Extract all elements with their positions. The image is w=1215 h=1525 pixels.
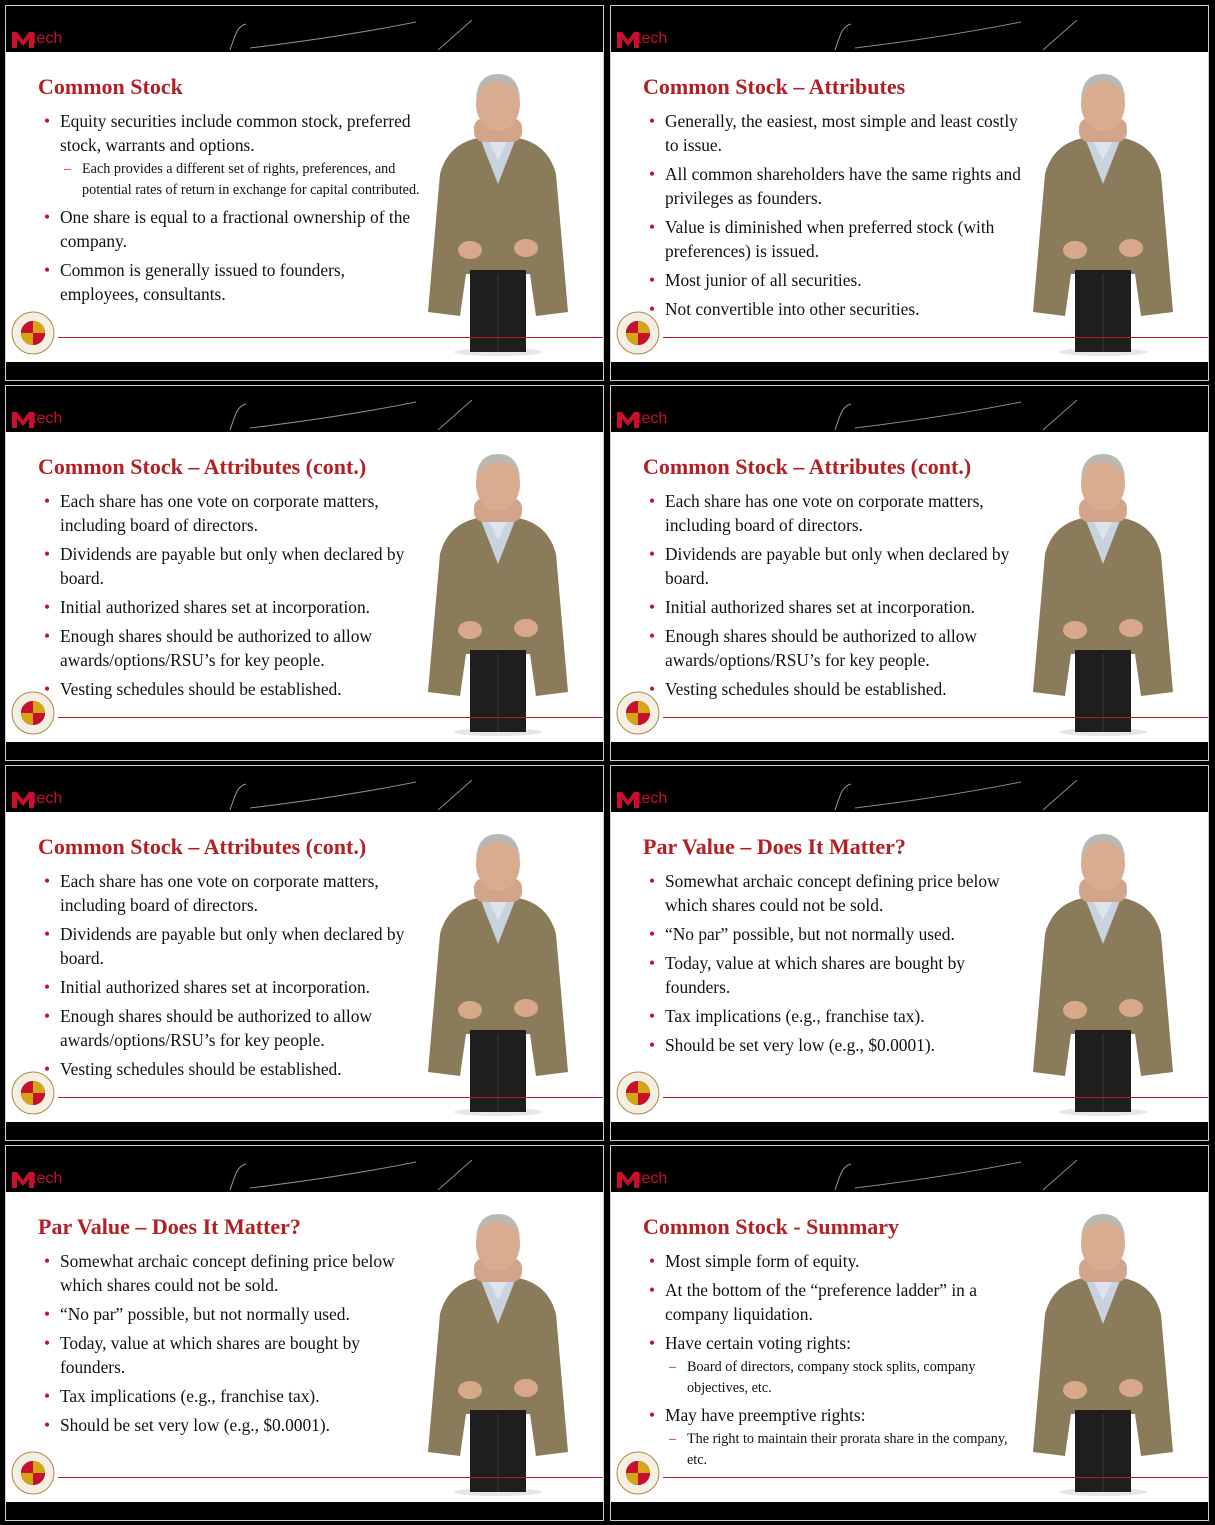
university-seal-icon: [11, 1071, 55, 1115]
presenter-image: [1023, 824, 1183, 1116]
bullet-item: • Generally, the easiest, most simple and least costly to issue.: [649, 109, 1031, 157]
sub-bullet-item: – Board of directors, company stock splits, company objectives, etc.: [649, 1357, 1031, 1398]
slide-body: [611, 812, 1208, 1122]
university-seal-icon: [616, 691, 660, 735]
bullet-item: • Initial authorized shares set at incorporation.: [44, 595, 426, 619]
mtech-m-icon: [12, 1170, 34, 1188]
bullet-item: • Dividends are payable but only when declared by board.: [44, 922, 426, 970]
bullet-list: [649, 869, 1031, 1062]
swoosh-decoration: [831, 20, 1091, 52]
university-seal-icon: [616, 311, 660, 355]
slide-footer-bar: [6, 1122, 603, 1140]
bullet-item: • Should be set very low (e.g., $0.0001).: [44, 1413, 426, 1437]
slide-thumbnail[interactable]: [6, 6, 603, 380]
bullet-item: • Should be set very low (e.g., $0.0001).: [649, 1033, 1031, 1057]
presenter-image: [418, 64, 578, 356]
bullet-item: • Each share has one vote on corporate matters, including board of directors.: [649, 489, 1031, 537]
university-seal-icon: [616, 1071, 660, 1115]
swoosh-decoration: [831, 400, 1091, 432]
red-divider-rule: [663, 1477, 1208, 1478]
bullet-item: • May have preemptive rights:: [649, 1403, 1031, 1427]
swoosh-decoration: [831, 780, 1091, 812]
bullet-item: • At the bottom of the “preference ladder” in a company liquidation.: [649, 1278, 1031, 1326]
slide-footer-bar: [611, 362, 1208, 380]
bullet-item: • Dividends are payable but only when declared by board.: [649, 542, 1031, 590]
red-divider-rule: [58, 717, 603, 718]
bullet-item: • Each share has one vote on corporate matters, including board of directors.: [44, 489, 426, 537]
slide-title: Common Stock: [38, 74, 183, 99]
presenter-image: [418, 824, 578, 1116]
slide-header-bar: [6, 386, 603, 432]
slide-thumbnail[interactable]: [611, 386, 1208, 760]
bullet-item: • Vesting schedules should be established.: [44, 1057, 426, 1081]
mtech-logo: [12, 1168, 62, 1188]
bullet-item: • “No par” possible, but not normally used.: [649, 922, 1031, 946]
university-seal-icon: [11, 311, 55, 355]
slide-thumbnail[interactable]: [611, 1146, 1208, 1520]
red-divider-rule: [663, 337, 1208, 338]
logo-text: tech: [637, 1170, 668, 1187]
slide-title: Common Stock – Attributes (cont.): [38, 454, 367, 479]
red-divider-rule: [58, 1477, 603, 1478]
bullet-item: • Equity securities include common stock, preferred stock, warrants and options.: [44, 109, 426, 157]
slide-footer-bar: [6, 362, 603, 380]
bullet-item: • Common is generally issued to founders, employees, consultants.: [44, 258, 426, 306]
mtech-m-icon: [12, 790, 34, 808]
swoosh-decoration: [226, 400, 486, 432]
mtech-m-icon: [12, 410, 34, 428]
slide-body: [6, 812, 603, 1122]
swoosh-decoration: [226, 20, 486, 52]
slide-footer-bar: [611, 742, 1208, 760]
mtech-m-icon: [617, 30, 639, 48]
bullet-item: • Enough shares should be authorized to allow awards/options/RSU’s for key people.: [44, 624, 426, 672]
bullet-list: [44, 489, 426, 706]
slide-title: Par Value – Does It Matter?: [643, 834, 906, 859]
mtech-logo: [12, 408, 62, 428]
swoosh-decoration: [831, 1160, 1091, 1192]
slide-thumbnail[interactable]: [6, 766, 603, 1140]
bullet-item: • Somewhat archaic concept defining price below which shares could not be sold.: [649, 869, 1031, 917]
bullet-item: • Tax implications (e.g., franchise tax).: [44, 1384, 426, 1408]
slide-header-bar: [611, 386, 1208, 432]
mtech-m-icon: [12, 30, 34, 48]
logo-text: tech: [637, 410, 668, 427]
bullet-item: • Not convertible into other securities.: [649, 297, 1031, 321]
red-divider-rule: [663, 717, 1208, 718]
bullet-item: • Tax implications (e.g., franchise tax).: [649, 1004, 1031, 1028]
slide-footer-bar: [6, 1502, 603, 1520]
mtech-m-icon: [617, 410, 639, 428]
bullet-item: • Each share has one vote on corporate matters, including board of directors.: [44, 869, 426, 917]
logo-text: tech: [637, 790, 668, 807]
slide-thumbnail[interactable]: [611, 766, 1208, 1140]
slide-title: Common Stock – Attributes (cont.): [643, 454, 972, 479]
slide-header-bar: [611, 766, 1208, 812]
slide-body: [6, 1192, 603, 1502]
slide-thumbnail[interactable]: [6, 386, 603, 760]
bullet-item: • One share is equal to a fractional ownership of the company.: [44, 205, 426, 253]
sub-bullet-item: – The right to maintain their prorata share in the company, etc.: [649, 1429, 1031, 1470]
slide-header-bar: [611, 1146, 1208, 1192]
presenter-image: [1023, 64, 1183, 356]
bullet-list: [649, 1249, 1031, 1475]
university-seal-icon: [11, 691, 55, 735]
bullet-list: [44, 1249, 426, 1442]
presenter-image: [418, 444, 578, 736]
red-divider-rule: [58, 337, 603, 338]
mtech-logo: [617, 408, 667, 428]
bullet-item: • Have certain voting rights:: [649, 1331, 1031, 1355]
bullet-list: [44, 869, 426, 1086]
slide-title: Common Stock – Attributes (cont.): [38, 834, 367, 859]
bullet-item: • Dividends are payable but only when declared by board.: [44, 542, 426, 590]
mtech-m-icon: [617, 790, 639, 808]
slide-body: [6, 432, 603, 742]
slide-header-bar: [6, 766, 603, 812]
slide-title: Common Stock - Summary: [643, 1214, 900, 1239]
bullet-item: • Value is diminished when preferred stock (with preferences) is issued.: [649, 215, 1031, 263]
red-divider-rule: [58, 1097, 603, 1098]
slide-footer-bar: [6, 742, 603, 760]
logo-text: tech: [32, 30, 63, 47]
bullet-item: • Vesting schedules should be established.: [44, 677, 426, 701]
bullet-list: [649, 109, 1031, 326]
sub-bullet-item: – Each provides a different set of rights, preferences, and potential rates of return in exchange for capital contributed.: [44, 159, 426, 200]
university-seal-icon: [11, 1451, 55, 1495]
slide-footer-bar: [611, 1502, 1208, 1520]
bullet-item: • Today, value at which shares are bought by founders.: [649, 951, 1031, 999]
slide-header-bar: [6, 1146, 603, 1192]
mtech-logo: [12, 788, 62, 808]
bullet-item: • “No par” possible, but not normally used.: [44, 1302, 426, 1326]
mtech-logo: [12, 28, 62, 48]
slide-header-bar: [6, 6, 603, 52]
red-divider-rule: [663, 1097, 1208, 1098]
bullet-item: • Today, value at which shares are bought by founders.: [44, 1331, 426, 1379]
mtech-logo: [617, 1168, 667, 1188]
logo-text: tech: [637, 30, 668, 47]
mtech-logo: [617, 788, 667, 808]
slide-header-bar: [611, 6, 1208, 52]
slide-body: [611, 432, 1208, 742]
logo-text: tech: [32, 1170, 63, 1187]
presenter-image: [1023, 444, 1183, 736]
bullet-item: • Most simple form of equity.: [649, 1249, 1031, 1273]
logo-text: tech: [32, 410, 63, 427]
bullet-item: • Vesting schedules should be established.: [649, 677, 1031, 701]
bullet-item: • Most junior of all securities.: [649, 268, 1031, 292]
slide-title: Common Stock – Attributes: [643, 74, 906, 99]
mtech-m-icon: [617, 1170, 639, 1188]
swoosh-decoration: [226, 780, 486, 812]
university-seal-icon: [616, 1451, 660, 1495]
presenter-image: [418, 1204, 578, 1496]
slide-body: [611, 1192, 1208, 1502]
slide-body: [6, 52, 603, 362]
logo-text: tech: [32, 790, 63, 807]
mtech-logo: [617, 28, 667, 48]
slide-thumbnail[interactable]: [611, 6, 1208, 380]
bullet-list: [44, 109, 426, 311]
slide-body: [611, 52, 1208, 362]
slide-title: Par Value – Does It Matter?: [38, 1214, 301, 1239]
bullet-item: • Somewhat archaic concept defining price below which shares could not be sold.: [44, 1249, 426, 1297]
bullet-item: • Enough shares should be authorized to allow awards/options/RSU’s for key people.: [44, 1004, 426, 1052]
presenter-image: [1023, 1204, 1183, 1496]
bullet-item: • Initial authorized shares set at incorporation.: [649, 595, 1031, 619]
slide-footer-bar: [611, 1122, 1208, 1140]
swoosh-decoration: [226, 1160, 486, 1192]
bullet-item: • Initial authorized shares set at incorporation.: [44, 975, 426, 999]
bullet-item: • All common shareholders have the same rights and privileges as founders.: [649, 162, 1031, 210]
bullet-list: [649, 489, 1031, 706]
bullet-item: • Enough shares should be authorized to allow awards/options/RSU’s for key people.: [649, 624, 1031, 672]
slide-thumbnail[interactable]: [6, 1146, 603, 1520]
